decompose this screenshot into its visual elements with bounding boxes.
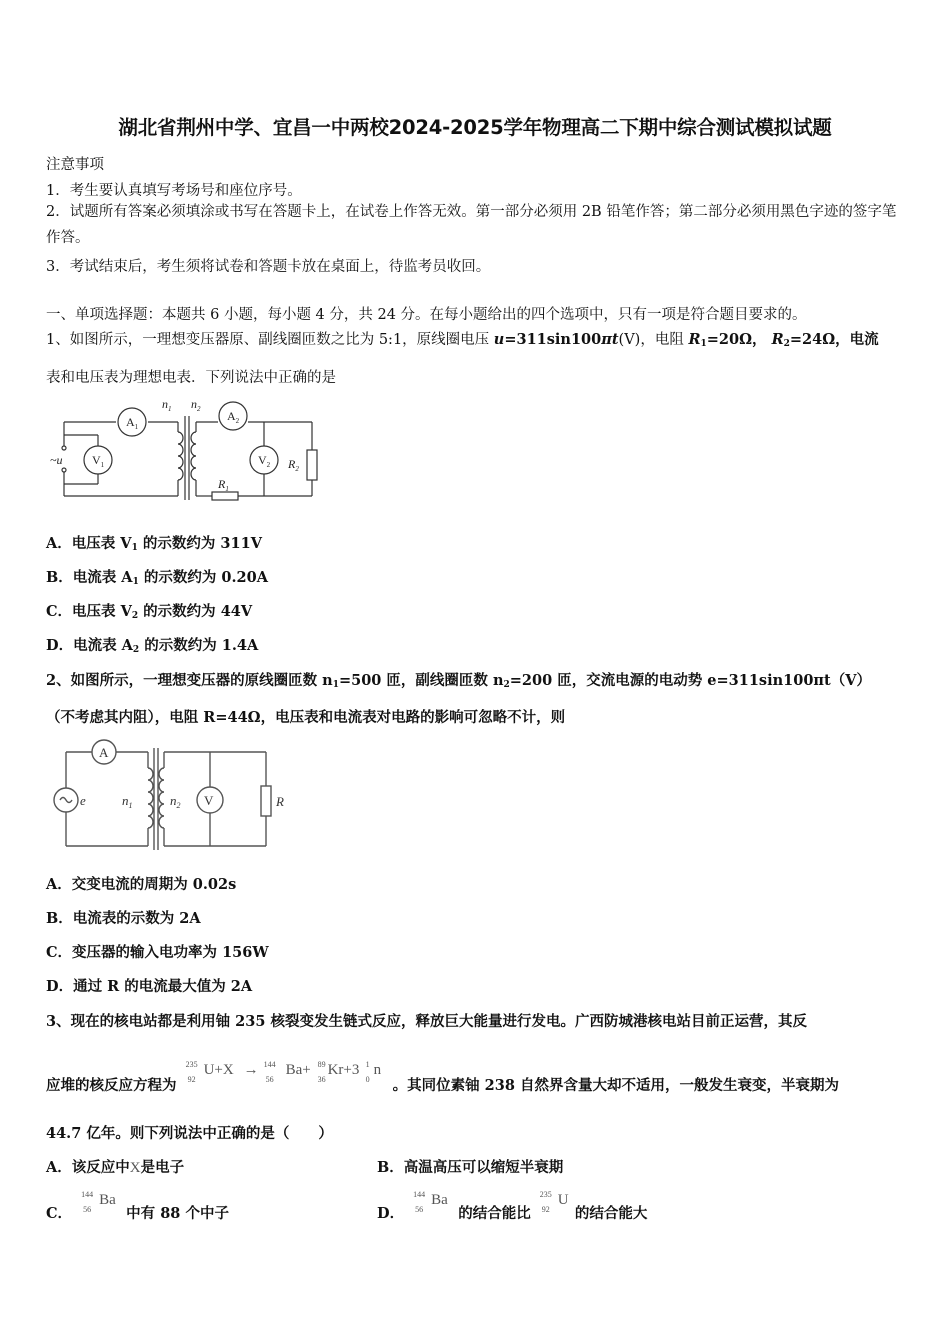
- q2-stem-line2: （不考虑其内阻），电阻 R=44Ω，电压表和电流表对电路的影响可忽略不计，则: [46, 709, 566, 726]
- notice-heading: 注意事项: [46, 157, 104, 173]
- source-e-label: e: [80, 793, 86, 808]
- ammeter-label: A: [99, 745, 109, 760]
- notice-item: 2．试题所有答案必须填涂或书写在答题卡上，在试卷上作答无效。第一部分必须用 2B 铅笔作答；第二部分必须用黑色字迹的签字笔作答。: [46, 204, 897, 246]
- coil-n1-label: $n_1$: [122, 793, 133, 810]
- page-title: 湖北省荆州中学、宜昌一中两校2024-2025学年物理高二下期中综合测试模拟试题: [118, 116, 832, 139]
- q2-option: B．电流表的示数为 2A: [46, 910, 201, 927]
- coil-n2-label: $n_2$: [191, 397, 201, 413]
- ammeter-a1-label: $A_1$: [126, 415, 139, 431]
- q1-stem: 1、如图所示，一理想变压器原、副线圈匝数之比为 5:1，原线圈电压 u=311sin100πt(V)，电阻 $R_1=20\Omega$， $R_2=24\Omega$，电流: [46, 331, 879, 349]
- q3-stem-line2: 应堆的核反应方程为 235 92 U+X → 144 56 Ba+ 89 36 Kr+3 1 0 n 。其同位素铀 238 自然界含量大却不适用，一般发生衰变，半衰期为: [46, 1060, 839, 1094]
- q1-circuit-diagram: [48, 396, 328, 504]
- q2-option: A．交变电流的周期为 0.02s: [46, 876, 237, 893]
- q2-option: D．通过 R 的电流最大值为 2A: [46, 978, 253, 995]
- q1-option: A．电压表 $V_1$ 的示数约为 311V: [46, 535, 262, 553]
- q1-option: B．电流表 $A_1$ 的示数约为 0.20A: [46, 569, 268, 587]
- coil-n2-label: $n_2$: [170, 793, 181, 810]
- nuclear-equation: 235 92 U+X → 144 56 Ba+ 89 36 Kr+3 1 0 n: [185, 1060, 382, 1084]
- notice-item: 1．考生要认真填写考场号和座位序号。: [46, 183, 302, 199]
- ammeter-a2-label: $A_2$: [227, 409, 240, 425]
- section-heading: 一、单项选择题：本题共 6 小题，每小题 4 分，共 24 分。在每小题给出的四个选项中，只有一项是符合题目要求的。: [46, 307, 807, 323]
- q1-option: D．电流表 $A_2$ 的示数约为 1.4A: [46, 637, 259, 655]
- q3-option-d: D． 144 56 Ba 的结合能比 235 92 U 的结合能大: [377, 1190, 648, 1222]
- q2-circuit-diagram: [48, 738, 288, 852]
- q1-option: C．电压表 $V_2$ 的示数约为 44V: [46, 603, 253, 621]
- voltmeter-v1-label: $V_1$: [92, 453, 105, 469]
- voltmeter-v2-label: $V_2$: [258, 453, 271, 469]
- resistor-r2-label: $R_2$: [288, 457, 299, 473]
- q3-option-b: B．高温高压可以缩短半衰期: [377, 1159, 564, 1176]
- q2-option: C．变压器的输入电功率为 156W: [46, 944, 269, 961]
- q3-stem-line3: 44.7 亿年。则下列说法中正确的是（ ）: [46, 1125, 333, 1142]
- q2-stem: 2、如图所示，一理想变压器的原线圈匝数 $n_1=500$ 匝，副线圈匝数 $n_2=200$ 匝，交流电源的电动势 e=311sin100πt（V）: [46, 672, 871, 690]
- q3-stem: 3、现在的核电站都是利用铀 235 核裂变发生链式反应，释放巨大能量进行发电。广西防城港核电站目前正运营，其反: [46, 1013, 807, 1030]
- resistor-r-label: R: [276, 794, 284, 809]
- q3-option-c: C． 144 56 Ba 中有 88 个中子: [46, 1190, 229, 1222]
- resistor-r1-label: $R_1$: [218, 477, 229, 493]
- source-u-label: ~u: [50, 453, 63, 467]
- notice-item: 3．考试结束后，考生须将试卷和答题卡放在桌面上，待监考员收回。: [46, 259, 491, 275]
- coil-n1-label: $n_1$: [162, 397, 172, 413]
- q1-stem-line2: 表和电压表为理想电表．下列说法中正确的是: [46, 370, 336, 386]
- voltmeter-label: V: [204, 793, 214, 808]
- q3-option-a: A．该反应中X是电子: [46, 1159, 185, 1176]
